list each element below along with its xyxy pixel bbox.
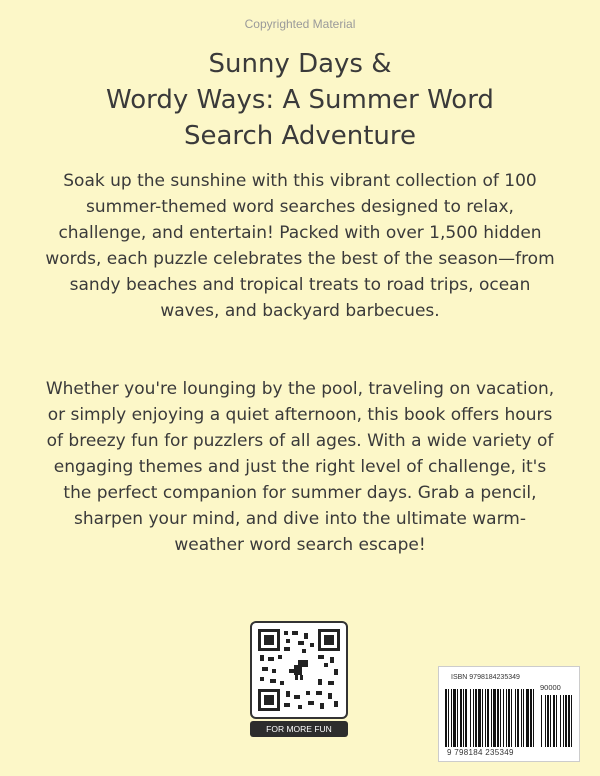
qr-caption: FOR MORE FUN (250, 721, 348, 737)
qr-code[interactable] (250, 621, 348, 719)
barcode-bars (445, 689, 575, 747)
title-line: Sunny Days & (208, 49, 392, 79)
description-paragraph-2: Whether you're lounging by the pool, traveling on vacation, or simply enjoying a quiet afternoon, this book offers hours of breezy fun for puzzlers of all ages. With a wide variety of engaging themes and just the right level of challenge, it's the perfect companion for summer days. Grab a pencil, sharpen your mind, and dive into the ultimate warm-weather word search escape! (45, 379, 555, 555)
isbn-barcode (438, 666, 580, 762)
barcode-digits: 9 798184 235349 (447, 748, 514, 757)
copyright-watermark: Copyrighted Material (244, 17, 356, 31)
price-code: 90000 (540, 683, 561, 692)
qr-code-pattern (258, 629, 340, 711)
title-line: Search Adventure (183, 121, 417, 151)
book-title (60, 46, 540, 154)
title-line: Wordy Ways: A Summer Word (106, 85, 494, 115)
qr-code-block[interactable] (250, 621, 348, 741)
isbn-label: ISBN 9798184235349 (451, 674, 520, 681)
description-paragraph-1: Soak up the sunshine with this vibrant collection of 100 summer-themed word searches designed to relax, challenge, and entertain! Packed with over 1,500 hidden words, each puzzle celebrates the best of the season—from sandy beaches and tropical treats to road trips, ocean waves, and backyard barbecues. (45, 171, 555, 321)
